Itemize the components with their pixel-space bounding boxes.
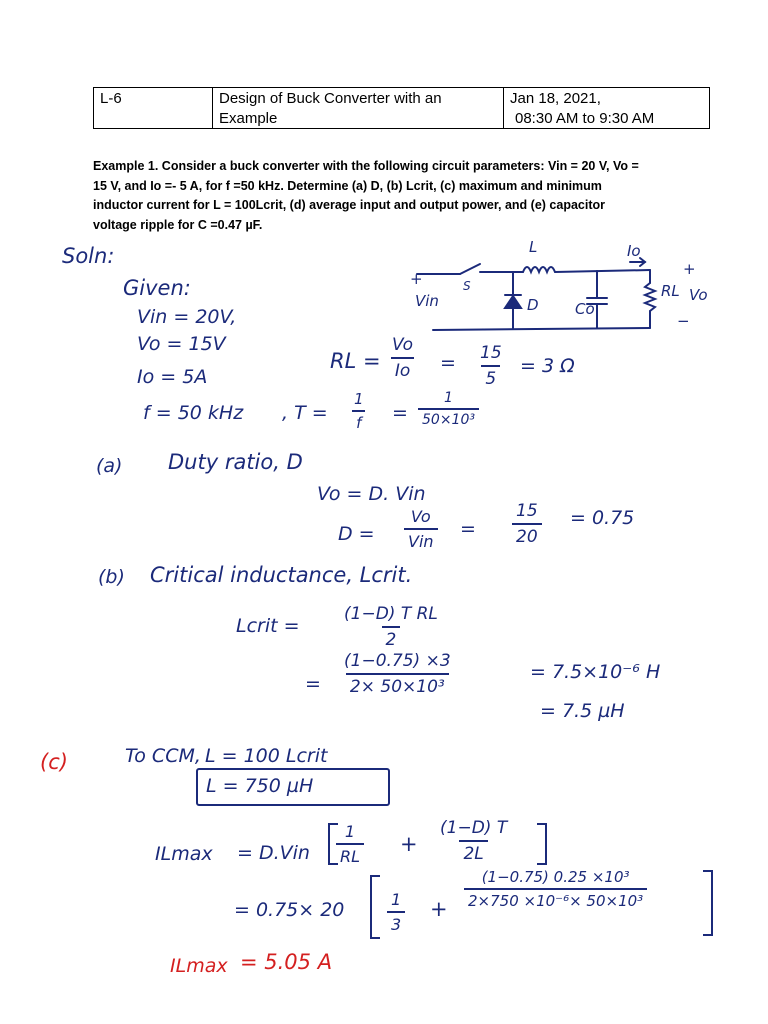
ilmax-f4-num: (1−0.75) 0.25 ×10³ <box>481 868 630 886</box>
title-cell <box>213 88 504 128</box>
lcrit-fraction-2 <box>340 651 455 697</box>
rl-num-2: 15 <box>480 343 502 363</box>
lcrit-num: (1−D) T RL <box>344 604 438 624</box>
rl-fraction <box>388 335 417 381</box>
d-num: Vo <box>410 507 431 526</box>
label-io: Io <box>627 242 641 260</box>
ilmax-f4 <box>464 868 647 910</box>
vo-equation: Vo = D. Vin <box>317 483 426 505</box>
lcrit-eq: = <box>305 673 321 695</box>
label-plus-in: + <box>410 270 423 288</box>
label-vin: Vin <box>415 292 439 310</box>
ilmax-f3 <box>387 890 405 934</box>
lcrit-result-2: = 7.5 µH <box>540 700 625 722</box>
label-plus-out: + <box>683 260 696 278</box>
wire-top-right <box>555 270 650 272</box>
plus-2: + <box>430 897 448 921</box>
switch-s <box>460 264 480 274</box>
label-minus-out: − <box>677 312 690 330</box>
lcrit-result: = 7.5×10⁻⁶ H <box>530 661 661 683</box>
d-den: Vin <box>404 528 438 551</box>
diode-d <box>505 296 521 308</box>
ilmax-f2-num: (1−D) T <box>440 818 508 838</box>
label-co: Co <box>575 300 595 318</box>
d-fraction <box>404 507 438 551</box>
t-fraction <box>350 390 368 432</box>
resistor-rl <box>645 283 655 311</box>
l-box-value: L = 750 µH <box>206 775 314 797</box>
title-line-1: Design of Buck Converter with an <box>219 90 442 107</box>
header-table <box>93 87 710 129</box>
ilmax-f1-num: 1 <box>344 822 356 841</box>
rl-lhs: RL = <box>330 349 381 373</box>
t-den-2: 50×10³ <box>418 408 479 428</box>
part-c-label: (c) <box>40 750 68 774</box>
d-den-2: 20 <box>512 523 542 547</box>
ilmax-f4-den: 2×750 ×10⁻⁶× 50×10³ <box>464 888 647 910</box>
date-line-1: Jan 18, 2021, <box>510 90 601 107</box>
title-line-2: Example <box>219 110 278 127</box>
ilmax-f1 <box>336 822 364 866</box>
d-eq: = <box>460 518 476 540</box>
part-a-label: (a) <box>96 455 123 477</box>
rl-den-2: 5 <box>481 365 500 389</box>
problem-line-4: voltage ripple for C =0.47 µF. <box>93 217 263 232</box>
given-io: Io = 5A <box>137 366 208 388</box>
given-f: f = 50 kHz <box>143 402 244 424</box>
bracket-left-2 <box>370 875 380 939</box>
given-vin: Vin = 20V, <box>137 306 237 328</box>
ilmax-f3-den: 3 <box>387 911 405 934</box>
ilmax-lhs: ILmax <box>155 843 213 865</box>
wire-bottom <box>433 328 650 330</box>
problem-line-2: 15 V, and Io =- 5 A, for f =50 kHz. Determine (a) D, (b) Lcrit, (c) maximum and minimum <box>93 178 602 193</box>
date-line-2: 08:30 AM to 9:30 AM <box>515 110 655 127</box>
ilmax-f2 <box>436 818 511 864</box>
label-l: L <box>529 238 538 256</box>
l-equation: L = 100 Lcrit <box>205 745 328 767</box>
label-s: S <box>463 279 471 293</box>
rl-den: Io <box>391 357 414 381</box>
d-lhs: D = <box>338 523 375 545</box>
label-vo: Vo <box>689 286 708 304</box>
d-fraction-2 <box>512 501 542 547</box>
lcrit-fraction <box>340 604 442 650</box>
rl-eq: = <box>440 352 456 374</box>
t-num: 1 <box>354 390 364 408</box>
ilmax-eq-1: = D.Vin <box>237 842 310 864</box>
lcrit-den-2: 2× 50×10³ <box>346 673 449 697</box>
part-b-label: (b) <box>98 566 125 588</box>
ilmax-final-value: = 5.05 A <box>240 950 333 974</box>
ilmax-f3-num: 1 <box>391 890 402 909</box>
plus-1: + <box>400 832 418 856</box>
date-cell <box>504 88 709 128</box>
t-den: f <box>352 410 365 432</box>
lcrit-lhs: Lcrit = <box>236 615 300 637</box>
ilmax-f1-den: RL <box>336 843 364 866</box>
d-result: = 0.75 <box>570 507 635 529</box>
t-eq: = <box>392 402 408 424</box>
lecture-number: L-6 <box>100 90 122 107</box>
buck-converter-circuit <box>405 238 715 338</box>
t-lhs: , T = <box>282 402 328 424</box>
lcrit-den: 2 <box>382 626 401 650</box>
t-fraction-2 <box>418 390 479 428</box>
rl-fraction-2 <box>476 343 506 389</box>
ccm-label: To CCM, <box>125 745 201 767</box>
t-num-2: 1 <box>444 390 453 406</box>
bracket-right-2 <box>703 870 713 936</box>
ilmax-f2-den: 2L <box>459 840 487 864</box>
bracket-right-1 <box>537 823 547 865</box>
d-num-2: 15 <box>516 501 538 521</box>
rl-result: = 3 Ω <box>520 355 575 377</box>
duty-ratio-label: Duty ratio, D <box>168 450 303 474</box>
label-rl: RL <box>661 282 680 300</box>
soln-heading: Soln: <box>62 244 115 268</box>
ilmax-final-lhs: ILmax <box>170 955 228 977</box>
inductor-l <box>523 267 555 272</box>
lcrit-num-2: (1−0.75) ×3 <box>344 651 451 671</box>
lecture-cell <box>94 88 213 128</box>
rl-num: Vo <box>392 335 414 355</box>
given-vo: Vo = 15V <box>137 333 226 355</box>
critical-inductance-label: Critical inductance, Lcrit. <box>150 563 413 587</box>
label-d: D <box>527 296 539 314</box>
ilmax-eq-2: = 0.75× 20 <box>234 899 345 921</box>
problem-line-1: Example 1. Consider a buck converter with the following circuit parameters: Vin = 20 V, Vo = <box>93 159 639 173</box>
problem-line-3: inductor current for L = 100Lcrit, (d) average input and output power, and (e) capacitor <box>93 198 605 212</box>
given-heading: Given: <box>123 276 191 300</box>
problem-statement <box>93 157 703 235</box>
